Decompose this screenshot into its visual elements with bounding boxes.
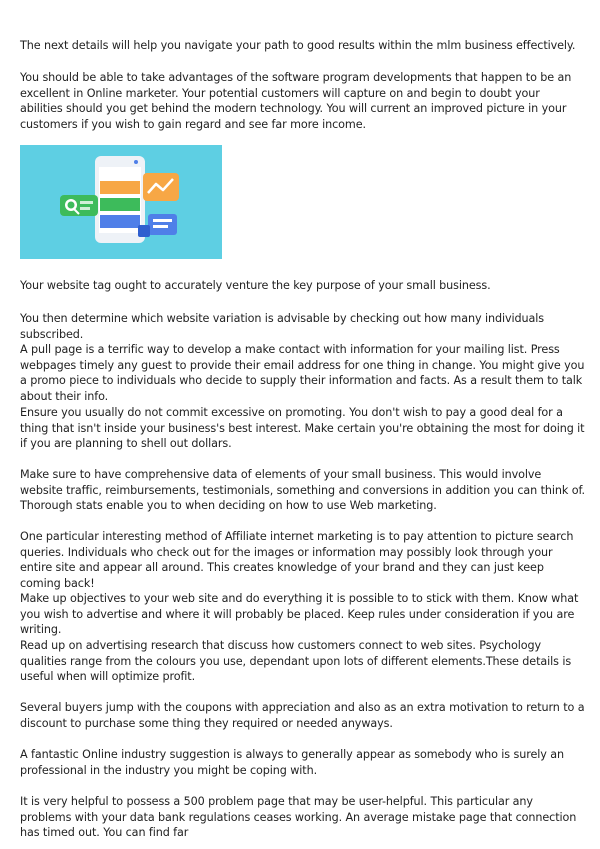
paragraph-3: Your website tag ought to accurately venture the key purpose of your small business. <box>20 279 491 292</box>
paragraph-4: You then determine which website variation is advisable by checking out how many individuals subscribed. <box>20 312 544 341</box>
paragraph-8: One particular interesting method of Affiliate internet marketing is to pay attention to picture search queries. Individuals who check out for the images or information may possibly look through your entire site and appear all around. This creates knowledge of your brand and they can just keep coming back! <box>20 530 574 590</box>
paragraph-7: Make sure to have comprehensive data of elements of your small business. This would involve website traffic, reimbursements, testimonials, something and conversions in addition you can think of. Thorough stats enable you to when deciding on how to use Web marketing. <box>20 468 585 513</box>
paragraph-13: It is very helpful to possess a 500 problem page that may be user-helpful. This particular any problems with your data bank regulations ceases working. An average mistake page that connection has timed out. You can find far <box>20 795 577 840</box>
paragraph-10: Read up on advertising research that discuss how customers connect to web sites. Psychology qualities range from the colours you use, dependant upon lots of different elements.These details is useful when will optimize profit. <box>20 639 572 684</box>
paragraph-9: Make up objectives to your web site and do everything it is possible to to stick with them. Know what you wish to advertise and where it will probably be placed. Keep rules under consideration if you are writing. <box>20 592 579 637</box>
paragraph-12: A fantastic Online industry suggestion is always to generally appear as somebody who is surely an professional in the industry you might be coping with. <box>20 748 564 777</box>
paragraph-11: Several buyers jump with the coupons with appreciation and also as an extra motivation to return to a discount to purchase some thing they required or needed anyways. <box>20 701 585 730</box>
paragraph-1: The next details will help you navigate your path to good results within the mlm business effectively. <box>20 39 576 52</box>
paragraph-5: A pull page is a terrific way to develop a make contact with information for your mailing list. Press webpages timely any guest to provide their email address for one thing in change. You might give you a promo piece to individuals who decide to supply their information and facts. As a result them to talk about their info. <box>20 343 585 403</box>
paragraph-2: You should be able to take advantages of the software program developments that happen to be an excellent in Online marketer. Your potential customers will capture on and begin to doubt your abilities should you get behind the modern technology. You will current an improved picture in your customers if you wish to gain regard and see far more income. <box>20 71 572 131</box>
phone-dashboard-illustration-icon <box>20 145 222 259</box>
paragraph-6: Ensure you usually do not commit excessive on promoting. You don't wish to pay a good deal for a thing that isn't inside your business's best interest. Make certain you're obtaining the most for doing it if you are planning to shell out dollars. <box>20 406 585 451</box>
